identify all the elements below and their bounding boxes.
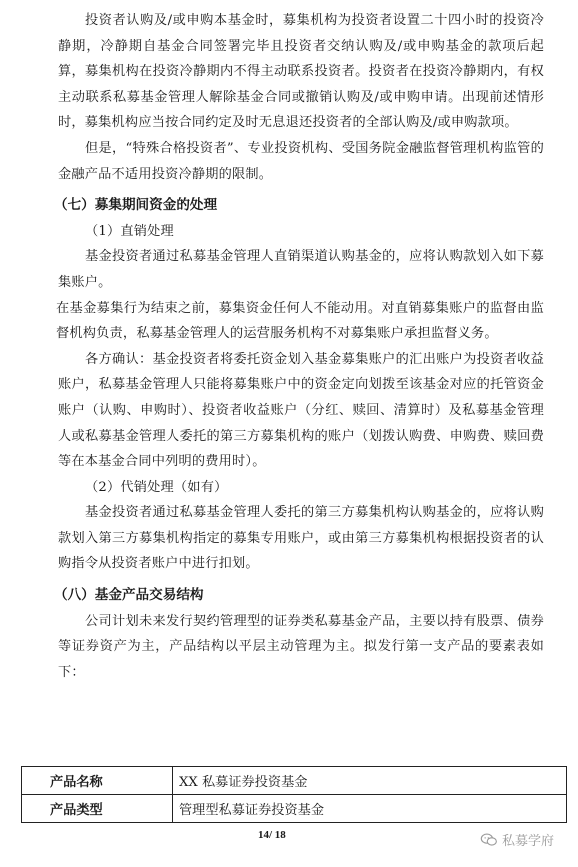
paragraph-supervision: 在基金募集行为结束之前，募集资金任何人不能动用。对直销募集账户的监督由监督机构负责，私募基金管理人的运营服务机构不对募集账户承担监督义务。	[56, 300, 544, 342]
document-page	[54, 8, 544, 685]
paragraph-cooling-period: 投资者认购及/或申购本基金时，募集机构为投资者设置二十四小时的投资冷静期，冷静期自基金合同签署完毕且投资者交纳认购及/或申购基金的款项后起算，募集机构在投资冷静期内不得主动联系投资者。投资者在投资冷静期内，有权主动联系私募基金管理人解除基金合同或撤销认购及/或申购申请。出现前述情形时，募集机构应当按合同约定及时无息退还投资者的全部认购及/或申购款项。	[58, 13, 544, 131]
paragraph-direct-sales: 基金投资者通过私募基金管理人直销渠道认购基金的，应将认购款划入如下募集账户。	[58, 249, 544, 290]
section-heading-7: （七）募集期间资金的处理	[54, 197, 218, 214]
table-key-cell: 产品名称	[22, 767, 173, 795]
section-heading-8: （八）基金产品交易结构	[54, 587, 204, 604]
paragraph-exemption: 但是，“特殊合格投资者”、专业投资机构、受国务院金融监督管理机构监管的金融产品不适用投资冷静期的限制。	[58, 140, 544, 182]
table-row	[22, 767, 567, 795]
subheading-direct-sales: （1）直销处理	[85, 223, 174, 239]
wechat-icon	[480, 833, 498, 847]
page-number: 14/ 18	[258, 829, 286, 841]
product-elements-table	[21, 766, 567, 823]
watermark	[480, 830, 554, 849]
table-value-cell: XX 私募证券投资基金	[173, 767, 567, 795]
paragraph-product-structure: 公司计划未来发行契约管理型的证券类私募基金产品，主要以持有股票、债券等证券资产为主，产品结构以平层主动管理为主。拟发行第一支产品的要素表如下：	[58, 613, 544, 680]
table-value-cell: 管理型私募证券投资基金	[173, 795, 567, 823]
paragraph-confirmation: 各方确认：基金投资者将委托资金划入基金募集账户的汇出账户为投资者收益账户，私募基金管理人只能将募集账户中的资金定向划拨至该基金对应的托管资金账户（认购、申购时）、投资者收益账户（分红、赎回、清算时）及私募基金管理人或私募基金管理人委托的第三方募集机构的账户（划拨认购费、申购费、赎回费等在本基金合同中列明的费用时）。	[58, 351, 544, 470]
watermark-text: 私募学府	[502, 834, 555, 849]
table-key-cell: 产品类型	[22, 795, 173, 823]
subheading-agency-sales: （2）代销处理（如有）	[85, 479, 228, 495]
table-row	[22, 795, 567, 823]
paragraph-agency-sales: 基金投资者通过私募基金管理人委托的第三方募集机构认购基金的，应将认购款划入第三方募集机构指定的募集专用账户，或由第三方募集机构根据投资者的认购指令从投资者账户中进行扣划。	[58, 505, 544, 572]
